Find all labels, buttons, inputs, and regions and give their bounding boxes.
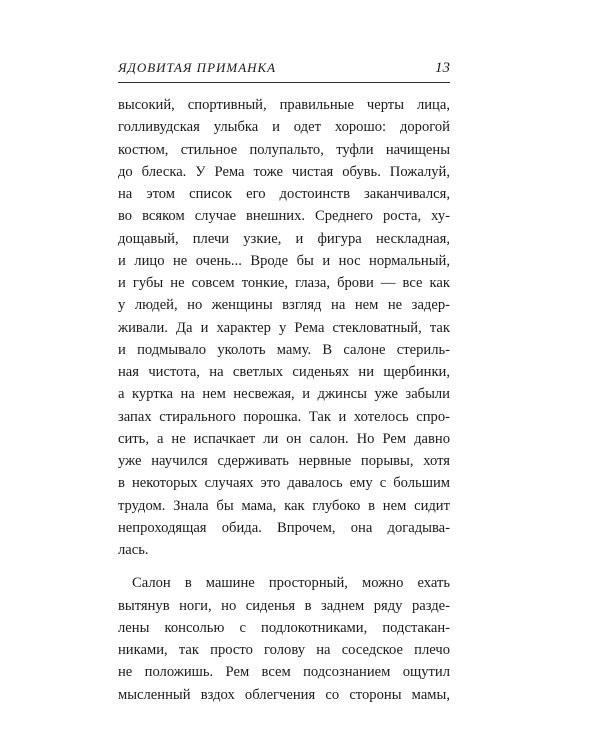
running-head [118,60,450,77]
text-line: лены консолью с подлокотниками, подстакан- [118,619,450,636]
body-text [118,94,450,706]
text-line: до блеска. У Рема тоже чистая обувь. Пожалуй, [118,163,450,180]
header-rule [118,82,450,83]
page-number: 13 [435,60,450,76]
text-line: в некоторых случаях это давалось ему с большим [118,475,450,492]
text-line: а куртка на нем несвежая, и джинсы уже забыли [118,386,450,403]
text-line: высокий, спортивный, правильные черты лица, [118,97,450,113]
text-line: сить, а не испачкает ли он салон. Но Рем давно [118,430,450,447]
text-line: запах стирального порошка. Так и хотелось спро- [118,408,450,425]
text-line: Салон в машине просторный, можно ехать [132,575,450,592]
paragraph [118,94,450,561]
text-line: непроходящая обида. Впрочем, она догадыва- [118,519,450,536]
text-line: лась. [118,542,149,558]
text-line: живали. Да и характер у Рема стекловатный, так [118,319,450,336]
text-line: во всяком случае внешних. Среднего роста, ху- [118,208,450,225]
text-line: и губы не совсем тонкие, глаза, брови — все как [118,275,450,291]
text-line: уже научился сдерживать нервные порывы, хотя [118,453,450,469]
text-line: дощавый, плечи узкие, и фигура нескладная, [118,230,450,247]
text-line: голливудская улыбка и одет хорошо: дорогой [118,119,450,136]
text-line: мысленный вздох облегчения со стороны мамы, [118,686,450,703]
paragraph-gap [118,561,450,572]
text-line: никами, так просто голову на соседское плечо [118,642,450,658]
text-line: на этом список его достоинств заканчивался, [118,186,450,202]
text-line: костюм, стильное полупальто, туфли начищены [118,141,450,158]
text-line: ная чистота, на светлых сиденьях ни щербинки, [118,364,450,380]
text-line: и подмывало уколоть маму. В салоне стериль- [118,341,450,358]
running-title: ЯДОВИТАЯ ПРИМАНКА [118,60,277,75]
text-line: трудом. Знала бы мама, как глубоко в нем сидит [118,497,450,514]
text-line: не положишь. Рем всем подсознанием ощутил [118,664,450,681]
paragraph [118,572,450,706]
text-line: и лицо не очень... Вроде бы и нос нормальный, [118,252,450,269]
text-line: у людей, но женщины взгляд на нем не задер- [118,297,450,314]
text-line: вытянув ноги, но сиденья в заднем ряду разде- [118,597,450,614]
